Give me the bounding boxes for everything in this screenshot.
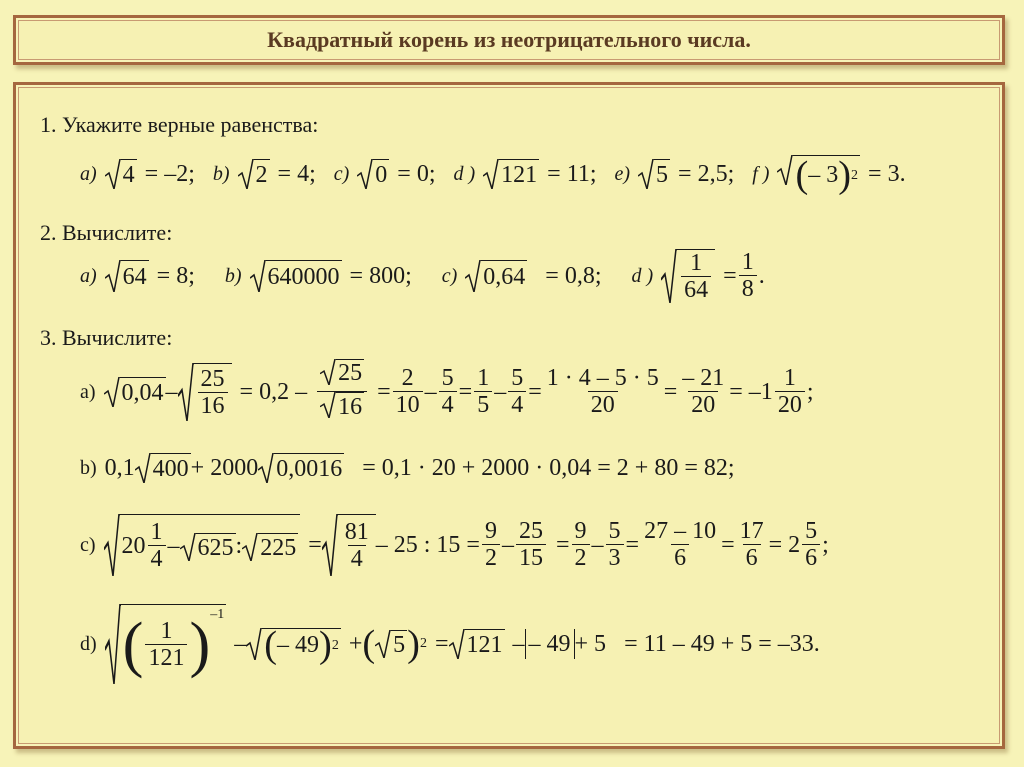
sqrt: 640000 <box>250 260 342 292</box>
task3-d-row: d) ( $\frac{1}{121}$ ) $^{-1}$ – ( – 49 ) 2 + ( 5 ) 2 = 121 – – 49 + 5 = 11 – 49 + 5 = –33. <box>80 602 820 686</box>
sqrt: ( – 3 ) 2 <box>777 155 860 193</box>
task1-b-rhs: = 4; <box>277 160 316 187</box>
task2-row: a) 64 = 8; b) 640000 = 800; c) 0,64 = 0,8; d ) $\frac{1}{64}$ = $\frac{1}{8}$ . <box>80 248 765 304</box>
task2-a-label: a) <box>80 264 97 287</box>
task3-heading: 3. Вычислите: <box>40 325 173 350</box>
sqrt: 0,0016 <box>258 453 344 483</box>
task1-c-label: c) <box>333 162 350 185</box>
task2-a-rhs: = 8; <box>156 262 195 289</box>
sqrt: 121 <box>449 629 505 659</box>
task1-a-label: a) <box>80 162 97 185</box>
sqrt: $\frac{25}{16}$ <box>178 363 232 421</box>
sqrt: 2 <box>238 159 270 189</box>
sqrt: $\frac{81}{4}$ <box>322 514 376 576</box>
sqrt: 4 <box>105 159 137 189</box>
task1-a-rhs: = –2; <box>144 160 195 187</box>
task1-f-label: f ) <box>752 162 770 185</box>
task1-f-rhs: = 3. <box>868 160 906 187</box>
sqrt: 121 <box>483 159 539 189</box>
task2-c-label: c) <box>441 264 458 287</box>
sqrt: 64 <box>105 260 149 292</box>
task3-c-row: c) 20 $\frac{1}{4}$ – 625 : 225 = $\frac{81}{4}$ – 25 : 15 = $\frac{9}{2}$ – $\frac{25}{15}$ = $\frac{9}{2}$ – $\frac{5}{3}$ = $\frac{27 - 10}{6}$ = $\frac{17}{6}$ = 2 $\frac{5}{6}$ ; <box>80 512 829 578</box>
task2-d-label: d ) <box>631 264 654 287</box>
sqrt: 5 <box>375 630 407 658</box>
task1-heading: 1. Укажите верные равенства: <box>40 112 319 137</box>
task1-e-label: e) <box>614 162 631 185</box>
task1-b-label: b) <box>212 162 230 185</box>
task3-b-label: b) <box>80 456 97 479</box>
task2-heading: 2. Вычислите: <box>40 220 173 245</box>
task3-c-label: c) <box>80 533 96 556</box>
task3-d-label: d) <box>80 632 97 655</box>
sqrt: $\frac{1}{64}$ <box>661 249 715 303</box>
sqrt: 5 <box>638 159 670 189</box>
sqrt: 0,64 <box>465 260 527 292</box>
task1-c-rhs: = 0; <box>397 160 436 187</box>
task1-d-label: d ) <box>453 162 476 185</box>
title-banner <box>13 15 1005 65</box>
task3-a-label: a) <box>80 380 96 403</box>
task1-row <box>80 154 906 197</box>
task3-b-row: b) 0,1 400 + 2000 0,0016 = 0,1 · 20 + 2000 · 0,04 = 2 + 80 = 82; <box>80 454 735 482</box>
task1-d-rhs: = 11; <box>547 160 597 187</box>
task2-b-label: b) <box>224 264 242 287</box>
page-title: Квадратный корень из неотрицательного числа. <box>267 27 751 52</box>
sqrt: 400 <box>135 453 191 483</box>
sqrt: 20 $\frac{1}{4}$ – 625 : 225 <box>104 514 301 576</box>
task2-b-rhs: = 800; <box>349 262 412 289</box>
task3-a-row: a) 0,04 – $\frac{25}{16}$ = 0,2 – $\frac{25}{16}$ = $\frac{2}{10}$ – $\frac{5}{4}$ = $\frac{1}{5}$ – $\frac{5}{4}$ = $\frac{1 \cdot 4 - 5 \cdot 5}{20}$ = $\frac{- 21}{20}$ = –1 $\frac{1}{20}$ ; <box>80 360 813 424</box>
abs-value: – 49 <box>525 629 575 659</box>
sqrt: 0 <box>357 159 389 189</box>
sqrt: ( – 49 ) 2 <box>246 628 341 660</box>
task1-e-rhs: = 2,5; <box>678 160 735 187</box>
sqrt: 0,04 <box>104 377 166 407</box>
task2-c-rhs: = 0,8; <box>545 262 602 289</box>
sqrt: ( $\frac{1}{121}$ ) $^{-1}$ <box>105 604 227 684</box>
